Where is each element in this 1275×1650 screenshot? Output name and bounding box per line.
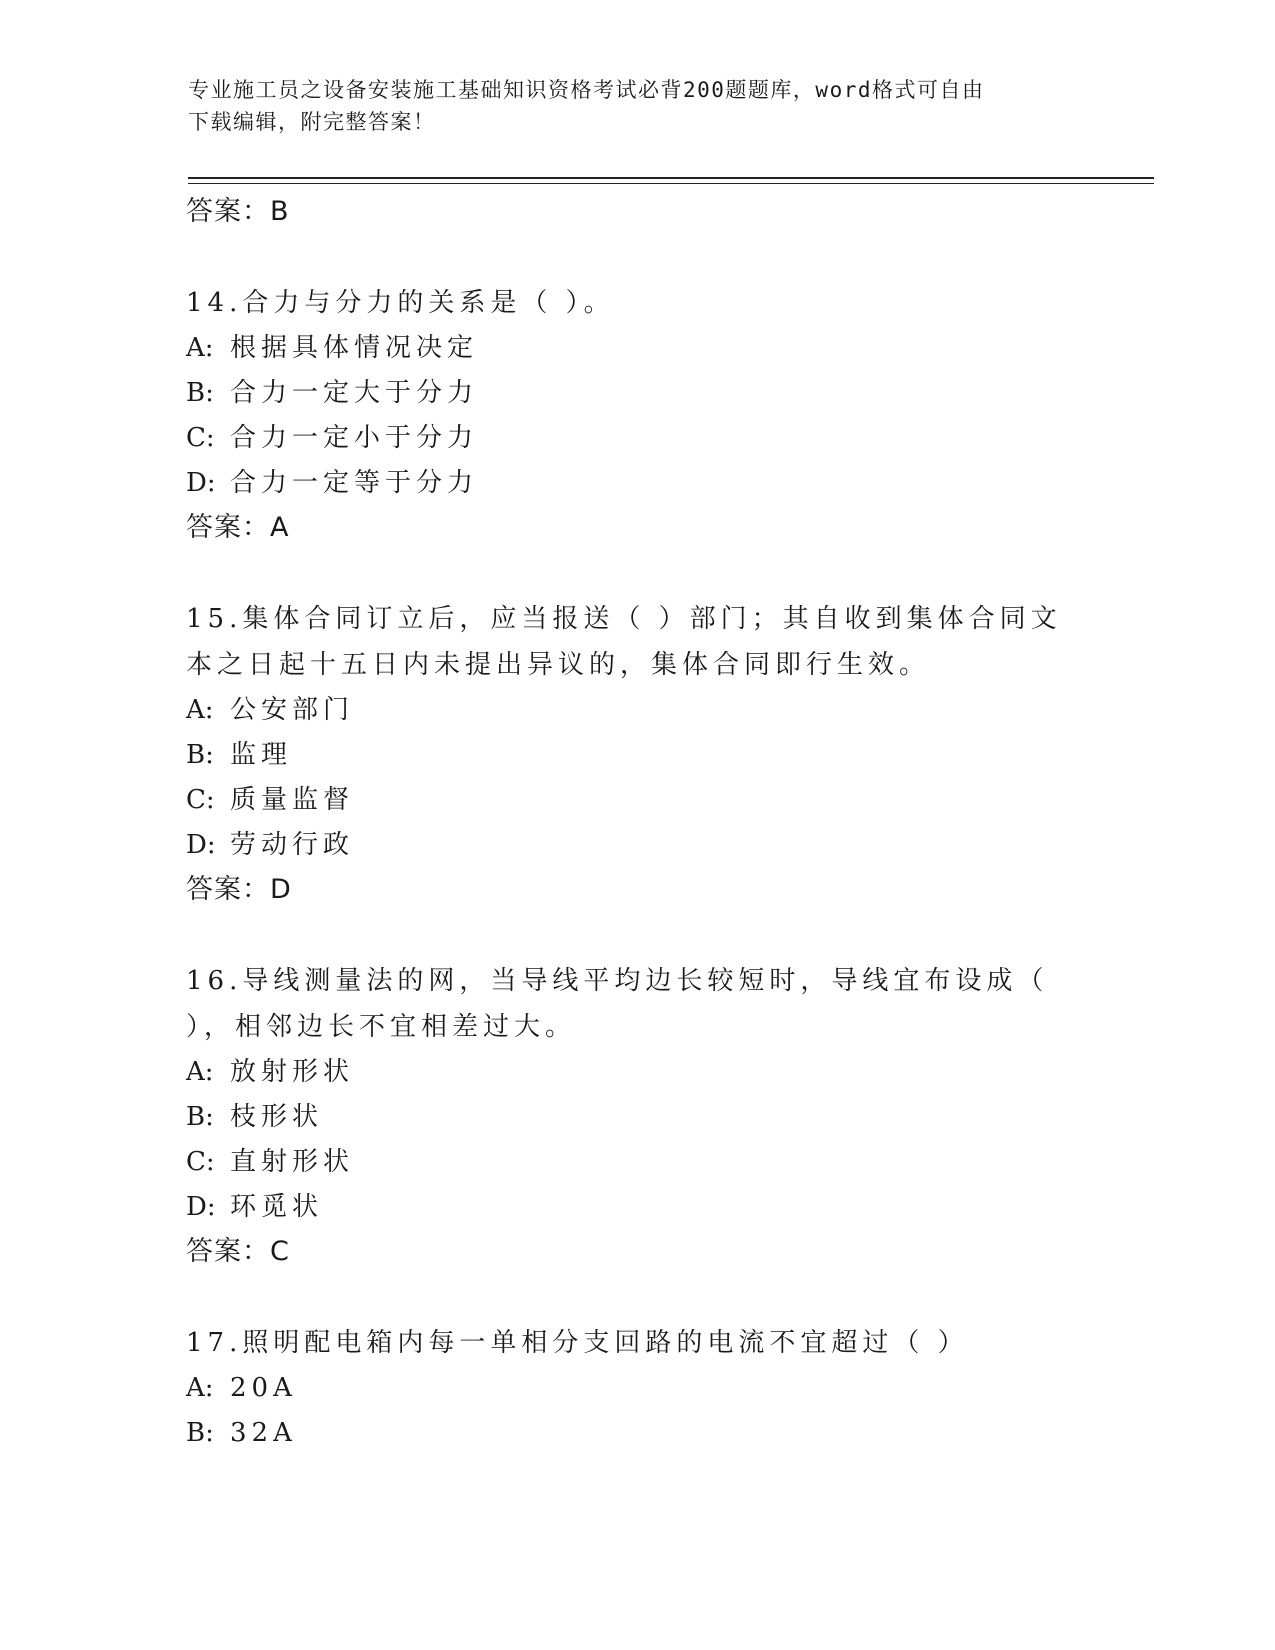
question-stem: 14.合力与分力的关系是（ ）。 [186,288,615,318]
option-text: 合力一定大于分力 [230,378,479,408]
option-letter: A: [186,333,214,363]
option-letter: C: [186,1147,215,1177]
option-b [186,1095,1086,1140]
option-letter: B: [186,740,214,770]
option-letter: C: [186,785,215,815]
document-header [188,74,1088,138]
option-letter: B: [186,1418,214,1448]
option-letter: D: [186,1192,216,1222]
answer: 答案：A [186,512,290,543]
answer: 答案：C [186,1236,290,1267]
option-d [186,823,1086,868]
question-16 [186,958,1086,1274]
option-letter: D: [186,468,216,498]
option-text: 放射形状 [230,1057,355,1087]
option-b [186,371,1086,416]
answer-previous-question: 答案：B [186,196,290,227]
question-14 [186,280,1086,550]
option-letter: A: [186,1057,214,1087]
header-title-line-1: 专业施工员之设备安装施工基础知识资格考试必背200题题库，word格式可自由 [188,78,985,102]
question-15 [186,596,1086,912]
option-letter: D: [186,830,216,860]
option-text: 质量监督 [230,785,355,815]
option-text: 32A [230,1418,297,1448]
option-b [186,1411,1086,1456]
question-stem: 16.导线测量法的网，当导线平均边长较短时，导线宜布设成（ ），相邻边长不宜相差过大。 [186,966,1049,1042]
option-a [186,1050,1086,1095]
option-text: 合力一定小于分力 [230,423,479,453]
option-b [186,733,1086,778]
option-text: 合力一定等于分力 [230,468,479,498]
option-letter: A: [186,1373,214,1403]
option-letter: C: [186,423,215,453]
option-c [186,416,1086,461]
option-a [186,326,1086,371]
header-divider-thin [188,183,1154,184]
answer: 答案：D [186,874,292,905]
option-text: 监理 [230,740,293,770]
option-c [186,778,1086,823]
option-letter: B: [186,378,214,408]
question-stem: 17.照明配电箱内每一单相分支回路的电流不宜超过（ ） [186,1328,969,1358]
option-text: 20A [230,1373,297,1403]
option-letter: B: [186,1102,214,1132]
header-divider-thick [188,177,1154,179]
option-d [186,1185,1086,1230]
option-letter: A: [186,695,214,725]
header-title-line-2: 下载编辑，附完整答案！ [188,110,436,134]
option-text: 枝形状 [230,1102,324,1132]
question-stem: 15.集体合同订立后，应当报送（ ）部门；其自收到集体合同文本之日起十五日内未提出异议的，集体合同即行生效。 [186,604,1062,680]
option-c [186,1140,1086,1185]
option-text: 直射形状 [230,1147,355,1177]
option-a [186,1366,1086,1411]
question-content [186,190,1086,1456]
option-text: 根据具体情况决定 [230,333,479,363]
option-d [186,461,1086,506]
question-17 [186,1320,1086,1456]
option-a [186,688,1086,733]
option-text: 环觅状 [230,1192,324,1222]
option-text: 劳动行政 [230,830,355,860]
option-text: 公安部门 [230,695,355,725]
